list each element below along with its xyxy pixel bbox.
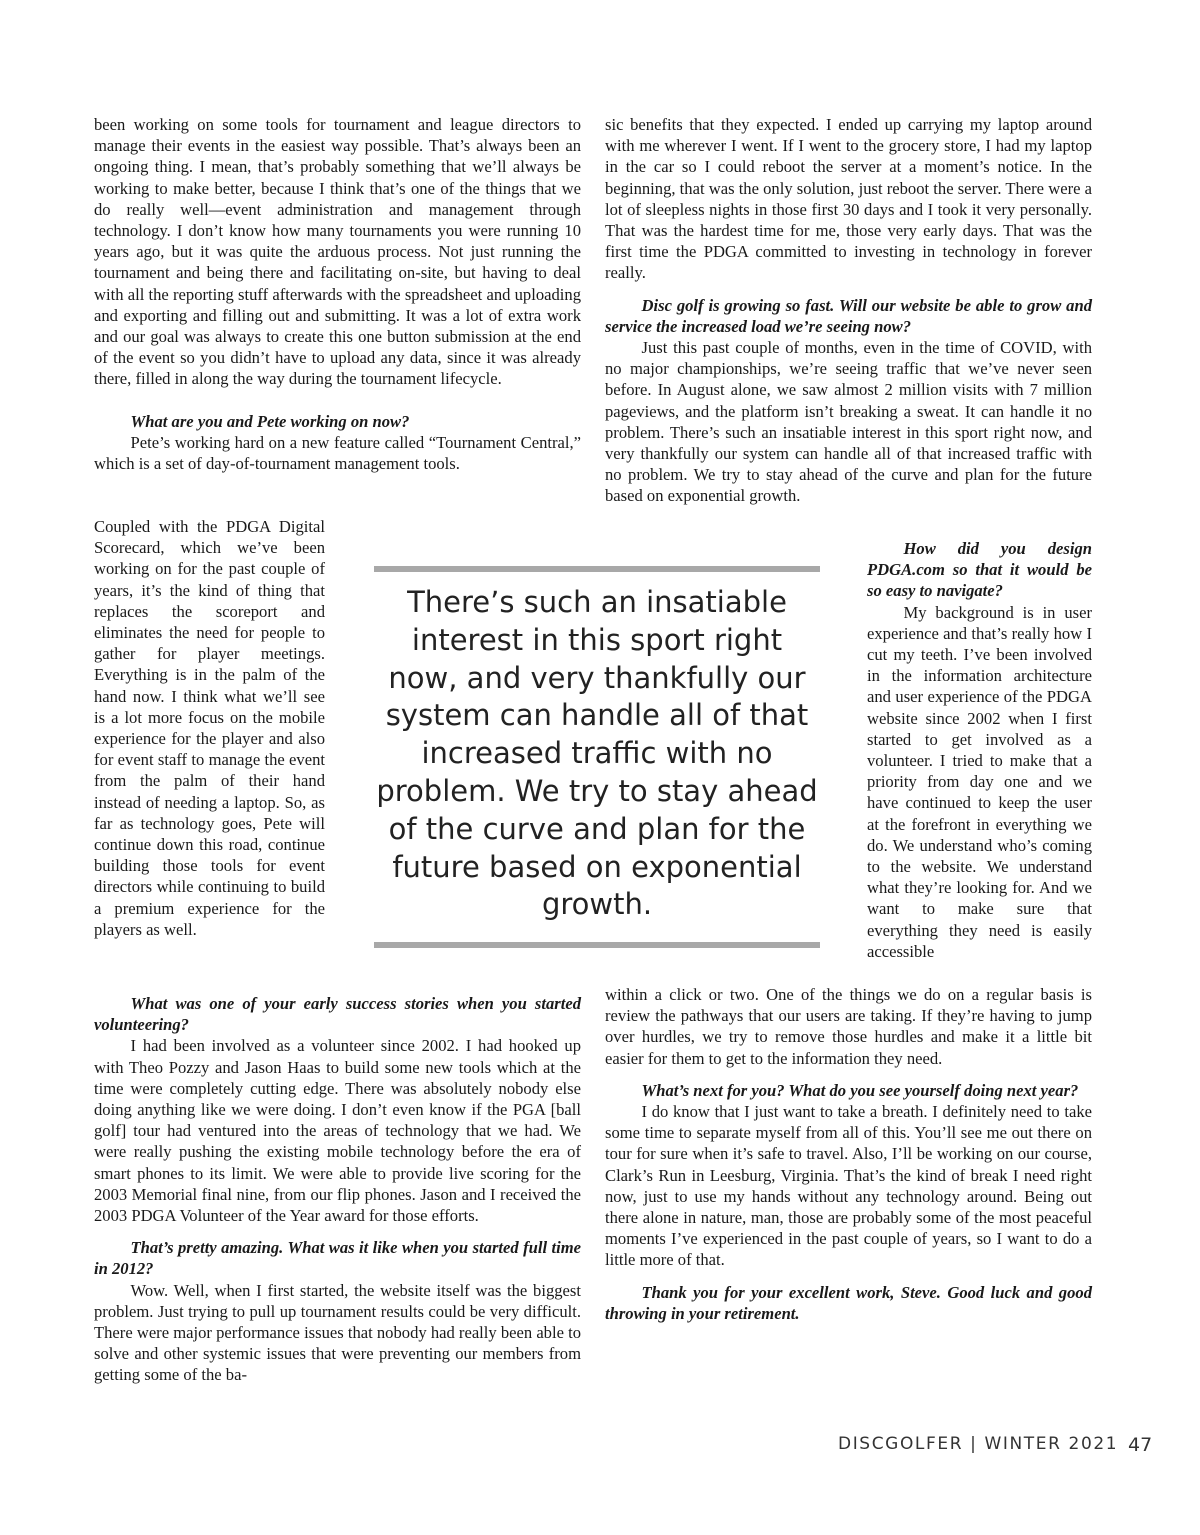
paragraph: been working on some tools for tournament and league directors to manage their events in the easiest way possible. That’s always been an ongoing thing. I mean, that’s probably something that we’ll always be working to make better, because I think that’s one of the things that we do really well—event administration and management through technology. I don’t know how many tournaments you were running 10 years ago, but it was quite the arduous process. Not just running the tournament and being there and facilitating on-site, but having to deal with all the reporting stuff afterwards with the spreadsheet and uploading and exporting and filling out and submitting. It was a lot of extra work and our goal was always to create this one button submission at the end of the event so you didn’t have to upload any data, since it was already there, filled in along the way during the tournament lifecycle. <box>94 115 581 389</box>
left-column-top <box>94 114 581 474</box>
interview-question: That’s pretty amazing. What was it like when you started full time in 2012? <box>94 1238 581 1279</box>
paragraph: I do know that I just want to take a breath. I definitely need to take some time to separate myself from all of this. You’ll see me out there on tour for sure when it’s safe to travel. Also, I’ll be working on our course, Clark’s Run in Leesburg, Virginia. That’s the kind of break I need right now, just to use my hands without any technology around. Being out there alone in nature, man, those are probably some of the most peaceful moments I’ve experienced in the past couple of years, so I want to do a little more of that. <box>605 1102 1092 1270</box>
interview-question: Thank you for your excellent work, Steve. Good luck and good throwing in your retirement. <box>605 1282 1092 1323</box>
left-column-bottom <box>94 982 581 1386</box>
paragraph: Wow. Well, when I first started, the website itself was the biggest problem. Just trying to pull up tournament results could be very difficult. There were major performance issues that nobody had really been able to solve and other systemic issues that were preventing our members from getting some of the ba- <box>94 1280 582 1385</box>
pull-quote-bottom-rule <box>374 942 820 948</box>
right-column-bottom <box>605 984 1092 1324</box>
interview-question: What’s next for you? What do you see yourself doing next year? <box>641 1080 1079 1100</box>
paragraph: Pete’s working hard on a new feature called “Tournament Central,” which is a set of day-of-tournament management tools. <box>94 432 581 474</box>
paragraph: within a click or two. One of the things we do on a regular basis is review the pathways that our users are taking. If they’re having to jump over hurdles, we try to remove those hurdles and make it a little bit easier for them to get to the information they need. <box>605 985 1092 1068</box>
right-column-narrow <box>867 538 1092 962</box>
paragraph: My background is in user experience and that’s really how I cut my teeth. I’ve been involved in the information architecture and user experience of the PDGA website since 2002 when I first started to get involved as a volunteer. I tried to make that a priority from day one and we have continued to keep the user at the forefront in everything we do. We understand who’s coming to the website. We understand what they’re looking for. And we want to make sure that everything they need is easily accessible <box>867 602 1092 961</box>
page-number: 47 <box>1128 1434 1153 1456</box>
pull-quote-text: There’s such an insatiable interest in this sport right now, and very thankfully our system can handle all of that increased traffic with no problem. We try to stay ahead of the curve and plan for the future based on exponential growth. <box>376 585 818 922</box>
interview-question: What was one of your early success stories when you started volunteering? <box>94 994 581 1035</box>
pull-quote <box>374 566 820 948</box>
paragraph: I had been involved as a volunteer since 2002. I had hooked up with Theo Pozzy and Jason Haas to build some new tools which at the time were completely cutting edge. There was absolutely nobody else doing anything like we were doing. I don’t even know if the PGA [ball golf] tour had ventured into the areas of technology that we had. We were really pushing the existing mobile technology before the era of smart phones to its limit. We were able to provide live scoring for the 2003 Memorial final nine, from our flip phones. Jason and I received the 2003 PDGA Volunteer of the Year award for those efforts. <box>94 1036 581 1226</box>
right-column-top <box>605 114 1092 507</box>
interview-question: How did you design PDGA.com so that it would be so easy to navigate? <box>867 539 1092 601</box>
paragraph: Just this past couple of months, even in the time of COVID, with no major championships, we’re seeing traffic that we’ve never seen before. In August alone, we saw almost 2 million visits with 7 million pageviews, and the platform isn’t breaking a sweat. It can handle it no problem. There’s such an insatiable interest in this sport right now, and very thankfully our system can handle all of that increased traffic with no problem. We try to stay ahead of the curve and plan for the future based on exponential growth. <box>605 338 1092 506</box>
paragraph: Coupled with the PDGA Digital Scorecard, which we’ve been working on for the past couple of years, it’s the kind of thing that replaces the scoreport and eliminates the need for people to gather for player meetings. Everything is in the palm of the hand now. I think what we’ll see is a lot more focus on the mobile experience for the player and also for event staff to manage the event from the palm of their hand instead of needing a laptop. So, as far as technology goes, Pete will continue down this road, continue building those tools for event directors while continuing to build a premium experience for the players as well. <box>94 517 325 939</box>
interview-question: What are you and Pete working on now? <box>130 411 410 431</box>
paragraph: sic benefits that they expected. I ended up carrying my laptop around with me wherever I went. If I went to the grocery store, I had my laptop in the car so I could reboot the server at a moment’s notice. In the beginning, that was the only solution, just reboot the server. There were a lot of sleepless nights in those first 30 days and I took it very personally. That was the hardest time for me, those very early days. That was the first time the PDGA committed to investing in technology in forever really. <box>605 115 1092 283</box>
magazine-issue-label: DISCGOLFER | WINTER 2021 <box>838 1434 1119 1454</box>
interview-question: Disc golf is growing so fast. Will our website be able to grow and service the increased load we’re seeing now? <box>605 295 1092 336</box>
left-column-narrow <box>94 516 325 940</box>
